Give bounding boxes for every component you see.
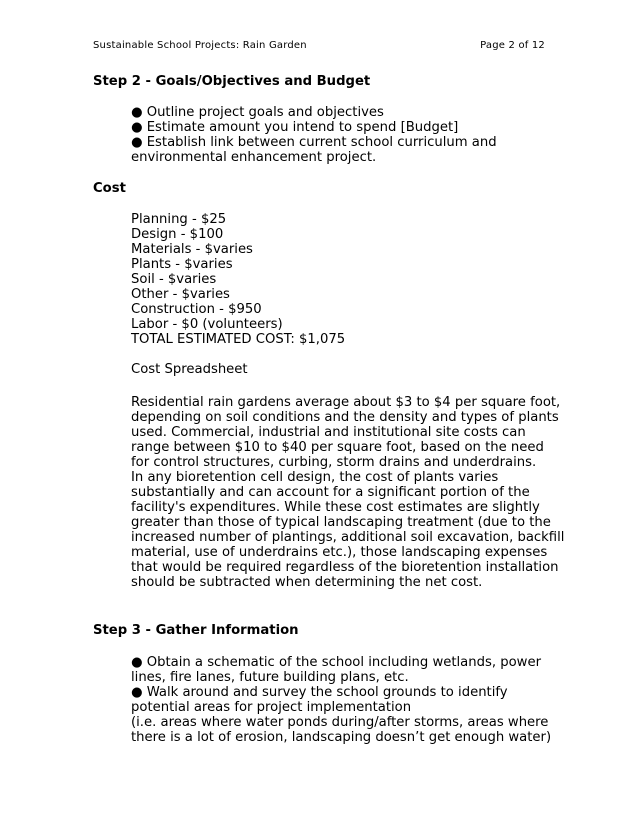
paragraph-line: greater than those of typical landscaping treatment (due to the <box>131 515 551 530</box>
paragraph-line: In any bioretention cell design, the cost of plants varies <box>131 470 499 485</box>
list-item-continuation: environmental enhancement project. <box>131 150 377 165</box>
paragraph-line: material, use of underdrains etc.), those landscaping expenses <box>131 545 548 560</box>
list-item-continuation: potential areas for project implementation <box>131 700 412 715</box>
paragraph-line: range between $10 to $40 per square foot, based on the need <box>131 440 544 455</box>
cost-item: Planning - $25 <box>131 212 227 227</box>
list-item-continuation: there is a lot of erosion, landscaping doesn’t get enough water) <box>131 730 552 745</box>
cost-item: Other - $varies <box>131 287 230 302</box>
list-item: ● Obtain a schematic of the school including wetlands, power <box>131 655 542 670</box>
step3-list <box>131 655 551 745</box>
paragraph-line: for control structures, curbing, storm drains and underdrains. <box>131 455 537 470</box>
list-item: ● Estimate amount you intend to spend [Budget] <box>131 120 459 135</box>
paragraph-line: increased number of plantings, additional soil excavation, backfill <box>131 530 565 545</box>
cost-item: Labor - $0 (volunteers) <box>131 317 283 332</box>
step2-heading: Step 2 - Goals/Objectives and Budget <box>93 74 371 89</box>
step3-heading: Step 3 - Gather Information <box>93 623 299 638</box>
paragraph-line: should be subtracted when determining the net cost. <box>131 575 483 590</box>
cost-item: Construction - $950 <box>131 302 262 317</box>
paragraph-line: depending on soil conditions and the density and types of plants <box>131 410 559 425</box>
cost-item: Materials - $varies <box>131 242 253 257</box>
list-item: ● Walk around and survey the school grounds to identify <box>131 685 508 700</box>
cost-spreadsheet-label <box>131 362 551 377</box>
cost-item: Plants - $varies <box>131 257 233 272</box>
cost-items-list <box>131 212 551 347</box>
step2-list <box>131 105 551 165</box>
cost-paragraph <box>131 395 565 590</box>
list-item: ● Establish link between current school curriculum and <box>131 135 497 150</box>
paragraph-line: substantially and can account for a significant portion of the <box>131 485 530 500</box>
paragraph-line: that would be required regardless of the bioretention installation <box>131 560 559 575</box>
spreadsheet-label: Cost Spreadsheet <box>131 362 248 377</box>
list-item-continuation: lines, fire lanes, future building plans, etc. <box>131 670 409 685</box>
list-item: ● Outline project goals and objectives <box>131 105 384 120</box>
cost-item: Design - $100 <box>131 227 224 242</box>
cost-item: Soil - $varies <box>131 272 217 287</box>
list-item-continuation: (i.e. areas where water ponds during/after storms, areas where <box>131 715 549 730</box>
document-title: Sustainable School Projects: Rain Garden <box>93 40 307 51</box>
cost-heading: Cost <box>93 181 126 196</box>
paragraph-line: facility's expenditures. While these cost estimates are slightly <box>131 500 540 515</box>
page-header <box>93 40 545 54</box>
paragraph-line: Residential rain gardens average about $3 to $4 per square foot, <box>131 395 561 410</box>
paragraph-line: used. Commercial, industrial and institutional site costs can <box>131 425 526 440</box>
cost-total: TOTAL ESTIMATED COST: $1,075 <box>131 332 346 347</box>
page-number: Page 2 of 12 <box>480 40 545 51</box>
